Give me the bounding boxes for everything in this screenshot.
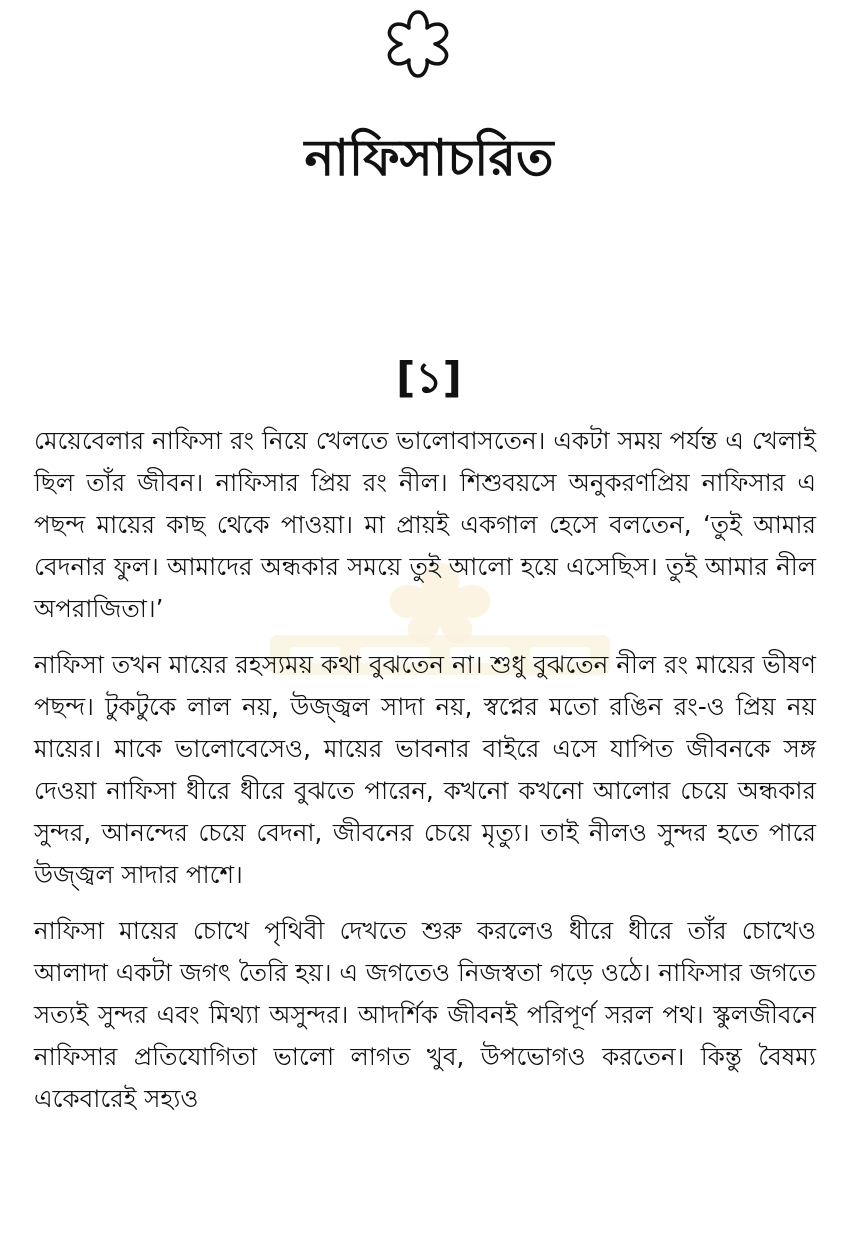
flower-ornament-icon bbox=[380, 6, 456, 82]
paragraph-2: নাফিসা তখন মায়ের রহস্যময় কথা বুঝতেন না। শুধু বুঝতেন নীল রং মায়ের ভীষণ পছন্দ। টুকটুকে লাল নয়, উজ্জ্বল সাদা নয়, স্বপ্নের মতো রঙিন রং-ও প্রিয় নয় মায়ের। মাকে ভালোবেসেও, মায়ের ভাবনার বাইরে এসে যাপিত জীবনকে সঙ্গ দেওয়া নাফিসা ধীরে ধীরে বুঝতে পারেন, কখনো কখনো আলোর চেয়ে অন্ধকার সুন্দর, আনন্দের চেয়ে বেদনা, জীবনের চেয়ে মৃত্যু। তাই নীলও সুন্দর হতে পারে উজ্জ্বল সাদার পাশে। bbox=[34, 650, 816, 889]
body-text bbox=[34, 420, 816, 1134]
paragraph-1: মেয়েবেলার নাফিসা রং নিয়ে খেলতে ভালোবাসতেন। একটা সময় পর্যন্ত এ খেলাই ছিল তাঁর জীবন। নাফিসার প্রিয় রং নীল। শিশুবয়সে অনুকরণপ্রিয় নাফিসার এ পছন্দ মায়ের কাছ থেকে পাওয়া। মা প্রায়ই একগাল হেসে বলতেন, ‘তুই আমার বেদনার ফুল। আমাদের অন্ধকার সময়ে তুই আলো হয়ে এসেছিস। তুই আমার নীল অপরাজিতা।’ bbox=[34, 426, 816, 623]
paragraph-3: নাফিসা মায়ের চোখে পৃথিবী দেখতে শুরু করলেও ধীরে ধীরে তাঁর চোখেও আলাদা একটা জগৎ তৈরি হয়। এ জগতেও নিজস্বতা গড়ে ওঠে। নাফিসার জগতে সত্যই সুন্দর এবং মিথ্যা অসুন্দর। আদর্শিক জীবনই পরিপূর্ণ সরল পথ। স্কুলজীবনে নাফিসার প্রতিযোগিতা ভালো লাগত খুব, উপভোগও করতেন। কিন্তু বৈষম্য একেবারেই সহ্যও bbox=[34, 916, 816, 1113]
chapter-title: নাফিসাচরিত bbox=[304, 129, 554, 187]
section-number: [১] bbox=[396, 353, 462, 402]
